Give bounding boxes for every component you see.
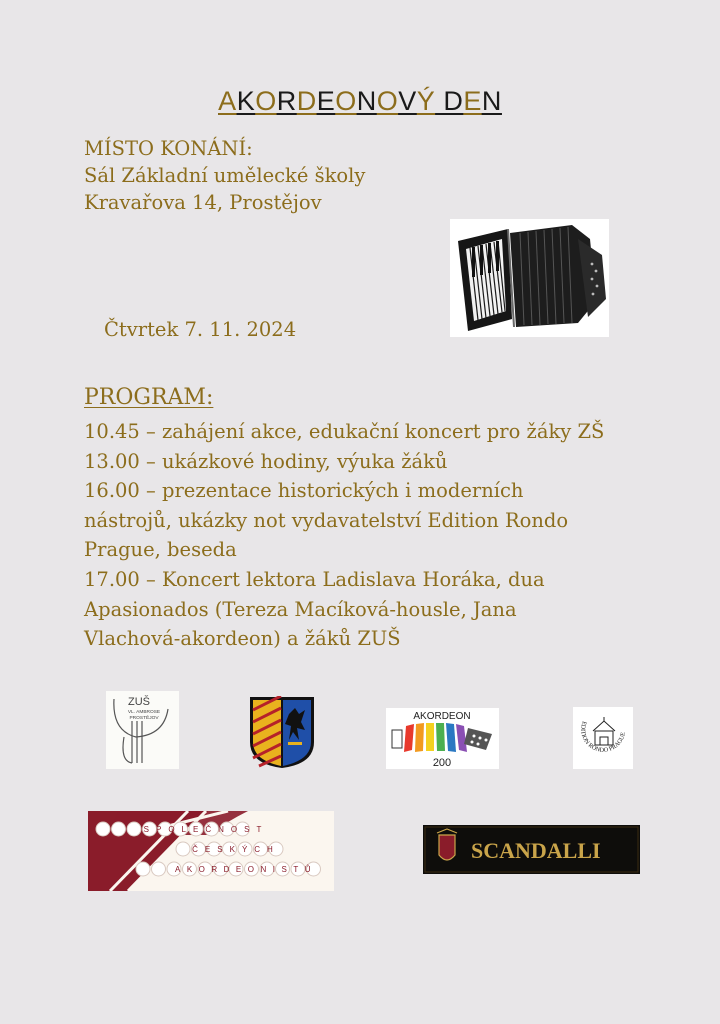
title-letter: K (236, 86, 256, 116)
coat-of-arms-logo (249, 696, 315, 769)
zus-logo-line3: PROSTĚJOV (129, 716, 159, 721)
zus-logo-line1: ZUŠ (128, 696, 150, 708)
title-letter: O (255, 86, 277, 116)
button-circle (176, 842, 190, 856)
zus-logo-line2: VL. AMBROSE (127, 710, 161, 715)
venue-block (84, 135, 365, 216)
program-item-line: Apasionados (Tereza Macíková-housle, Jana (84, 597, 517, 621)
program-item-line: Prague, beseda (84, 538, 237, 562)
title-letter: O (376, 86, 399, 116)
title-letter: E (316, 86, 336, 116)
event-date: Čtvrtek 7. 11. 2024 (104, 318, 297, 341)
title-letter: D (443, 86, 464, 116)
title-letter: A (218, 86, 237, 116)
spolecnost-logo (88, 811, 334, 891)
program-item-line: 10.45 – zahájení akce, edukační koncert pro žáky ZŠ (84, 420, 605, 443)
akordeon-200-bottom: 200 (432, 757, 452, 769)
button-circle (96, 822, 110, 836)
akordeon-200-top: AKORDEON (413, 711, 471, 722)
button-circle (152, 862, 166, 876)
program-heading: PROGRAM: (84, 385, 214, 410)
scandalli-logo (423, 825, 640, 874)
program-item-line: nástrojů, ukázky not vydavatelství Edition Rondo (84, 508, 569, 532)
program-item-line: Vlachová-akordeon) a žáků ZUŠ (84, 627, 401, 651)
program-item (84, 565, 704, 654)
program-list (84, 417, 704, 654)
zus-logo (106, 691, 179, 769)
spolecnost-row3: AKORDEONISTŮ (174, 865, 318, 874)
program-item (84, 447, 704, 477)
title-letter: D (296, 86, 317, 116)
edition-rondo-logo (573, 707, 633, 769)
akordeon-200-logo (386, 708, 499, 769)
program-item (84, 476, 704, 565)
title-letter: Ý (416, 86, 436, 116)
program-item-line: 16.00 – prezentace historických i moderních (84, 479, 524, 503)
button-circle (127, 822, 141, 836)
title-letter: E (463, 86, 482, 116)
venue-label: MÍSTO KONÁNÍ: (84, 137, 253, 160)
title-letter: N (356, 86, 377, 116)
program-item-line: 17.00 – Koncert lektora Ladislava Horáka, dua (84, 567, 545, 591)
venue-address: Kravařova 14, Prostějov (84, 191, 322, 214)
scandalli-text: SCANDALLI (471, 838, 601, 863)
program-item-line: 13.00 – ukázkové hodiny, výuka žáků (84, 449, 448, 473)
venue-name: Sál Základní umělecké školy (84, 164, 366, 187)
title-letter: N (481, 86, 502, 116)
title-letter: V (398, 86, 417, 116)
button-circle (136, 862, 150, 876)
edition-rondo-text: EDITION RONDO PRAGUE (579, 720, 628, 754)
spolecnost-row2: ČESKÝCH (192, 845, 280, 854)
spolecnost-row1: SPOLEČNOST (143, 825, 269, 834)
button-circle (112, 822, 126, 836)
page-title (0, 86, 720, 117)
program-item (84, 417, 704, 447)
accordion-image (450, 219, 609, 337)
title-letter: O (335, 86, 357, 116)
title-letter: R (276, 86, 297, 116)
